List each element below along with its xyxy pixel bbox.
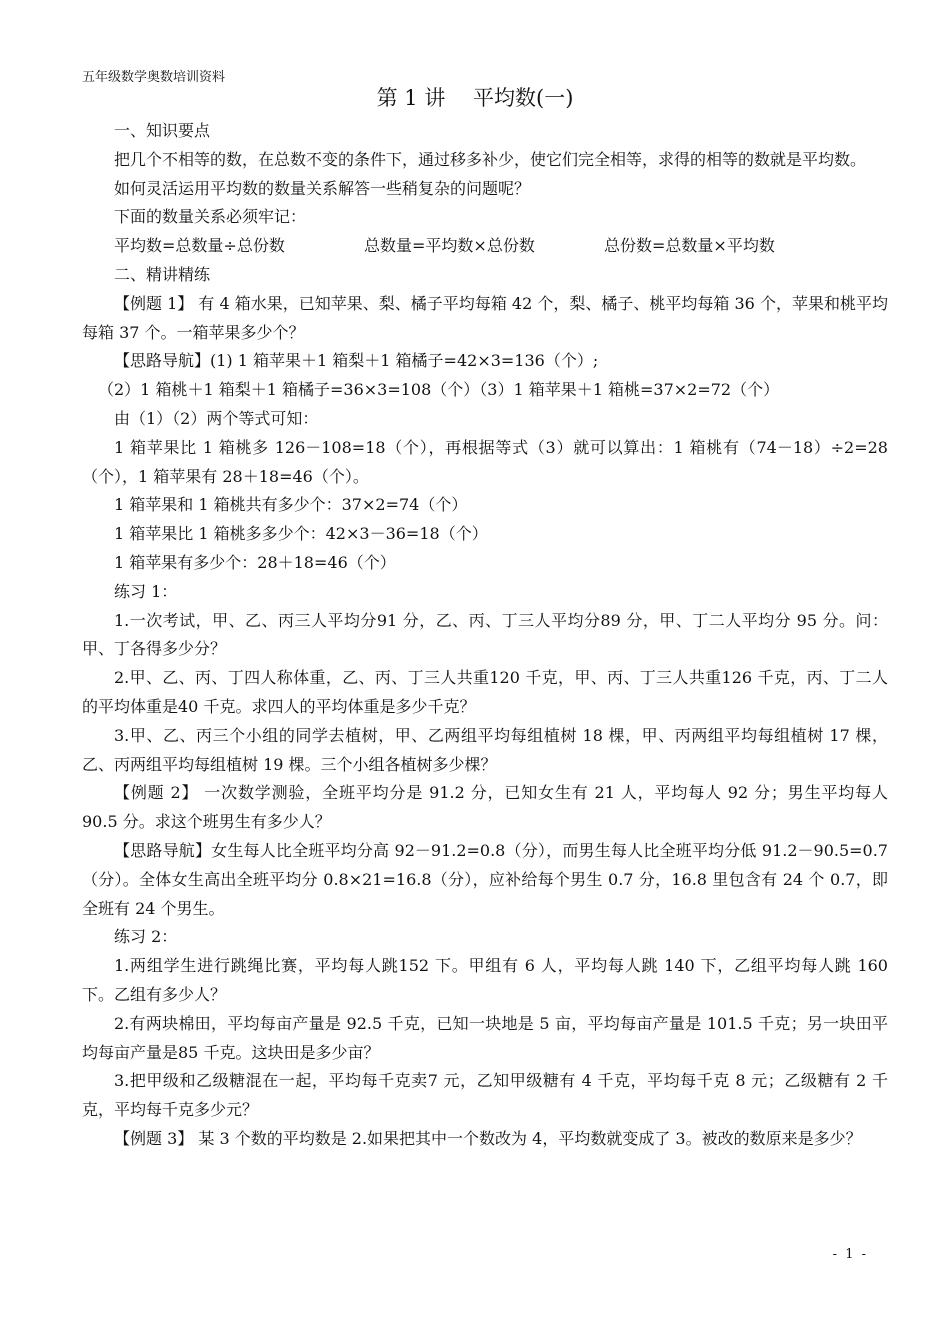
example-1-step-a: 1 箱苹果和 1 箱桃共有多少个：37×2=74（个） [114, 495, 468, 515]
example-1-step-b: 1 箱苹果比 1 箱桃多多少个：42×3－36=18（个） [114, 524, 488, 544]
paragraph-memorize: 下面的数量关系必须牢记： [114, 207, 307, 227]
paragraph-definition: 把几个不相等的数，在总数不变的条件下，通过移多补少，使它们完全相等，求得的相等的数就是平均数。 [114, 149, 867, 169]
exercise-1-q1: 1.一次考试，甲、乙、丙三人平均分91 分，乙、丙、丁三人平均分89 分，甲、丁二人平均分 95 分。问：甲、丁各得多少分？ [82, 610, 888, 659]
page-number: - 1 - [832, 1247, 868, 1262]
exercise-1-q3: 3.甲、乙、丙三个小组的同学去植树，甲、乙两组平均每组植树 18 棵，甲、丙两组平均每组植树 17 棵，乙、丙两组平均每组植树 19 棵。三个小组各植树多少棵？ [82, 725, 888, 774]
exercise-2-q3: 3.把甲级和乙级糖混在一起，平均每千克卖7 元，乙知甲级糖有 4 千克，平均每千克 8 元；乙级糖有 2 千克，平均每千克多少元？ [82, 1071, 888, 1120]
formula-total: 总数量=平均数×总份数 [364, 236, 535, 256]
example-1-hint: 【思路导航】(1) 1 箱苹果＋1 箱梨＋1 箱橘子=42×3=136（个）; [114, 351, 599, 371]
formula-row [82, 232, 888, 261]
section-heading-practice: 二、精讲精练 [114, 264, 211, 284]
exercise-2-q1: 1.两组学生进行跳绳比赛，平均每人跳152 下。甲组有 6 人，平均每人跳 140 下，乙组平均每人跳 160 下。乙组有多少人？ [82, 956, 888, 1004]
exercise-2-q2: 2.有两块棉田，平均每亩产量是 92.5 千克，已知一块地是 5 亩，平均每亩产量是 101.5 千克；另一块田平均每亩产量是85 千克。这块田是多少亩？ [82, 1013, 888, 1062]
example-2-hint: 【思路导航】女生每人比全班平均分高 92－91.2=0.8（分），而男生每人比全班平均分低 91.2－90.5=0.7（分）。全体女生高出全班平均分 0.8×21=16.8（分），应补给每个男生 0.7 分，16.8 里包含有 24 个 0.7，即全班有 24 个男生。 [82, 840, 888, 918]
exercise-1-q2: 2.甲、乙、丙、丁四人称体重，乙、丙、丁三人共重120 千克，甲、丙、丁三人共重126 千克，丙、丁二人的平均体重是40 千克。求四人的平均体重是多少千克？ [82, 668, 888, 716]
example-1-step-2-3: （2）1 箱桃＋1 箱梨＋1 箱橘子=36×3=108（个）（3）1 箱苹果＋1 箱桃=37×2=72（个） [98, 380, 780, 400]
document-body [82, 117, 888, 1154]
example-1-solution: 1 箱苹果比 1 箱桃多 126－108=18（个），再根据等式（3）就可以算出：1 箱桃有（74－18）÷2=28（个），1 箱苹果有 28＋18=46（个）。 [82, 437, 888, 486]
paragraph-question: 如何灵活运用平均数的数量关系解答一些稍复杂的问题呢？ [114, 178, 531, 198]
formula-average: 平均数=总数量÷总份数 [114, 236, 285, 256]
example-1-step-c: 1 箱苹果有多少个：28＋18=46（个） [114, 552, 396, 572]
section-heading-knowledge: 一、知识要点 [114, 121, 211, 140]
example-3: 【例题 3】 某 3 个数的平均数是 2.如果把其中一个数改为 4，平均数就变成了 3。被改的数原来是多少？ [114, 1128, 862, 1148]
example-1: 【例题 1】 有 4 箱水果，已知苹果、梨、橘子平均每箱 42 个，梨、橘子、桃平均每箱 36 个，苹果和桃平均每箱 37 个。一箱苹果多少个？ [82, 293, 888, 342]
page-title: 第 1 讲 平均数(一) [376, 86, 574, 110]
exercise-1-heading: 练习 1： [114, 581, 178, 601]
header-note: 五年级数学奥数培训资料 [82, 70, 226, 85]
example-2: 【例题 2】 一次数学测验，全班平均分是 91.2 分，已知女生有 21 人，平均每人 92 分；男生平均每人 90.5 分。求这个班男生有多少人？ [82, 783, 888, 832]
example-1-derivation: 由（1）（2）两个等式可知： [114, 408, 319, 428]
exercise-2-heading: 练习 2： [114, 927, 178, 947]
formula-parts: 总份数=总数量×平均数 [604, 236, 775, 256]
